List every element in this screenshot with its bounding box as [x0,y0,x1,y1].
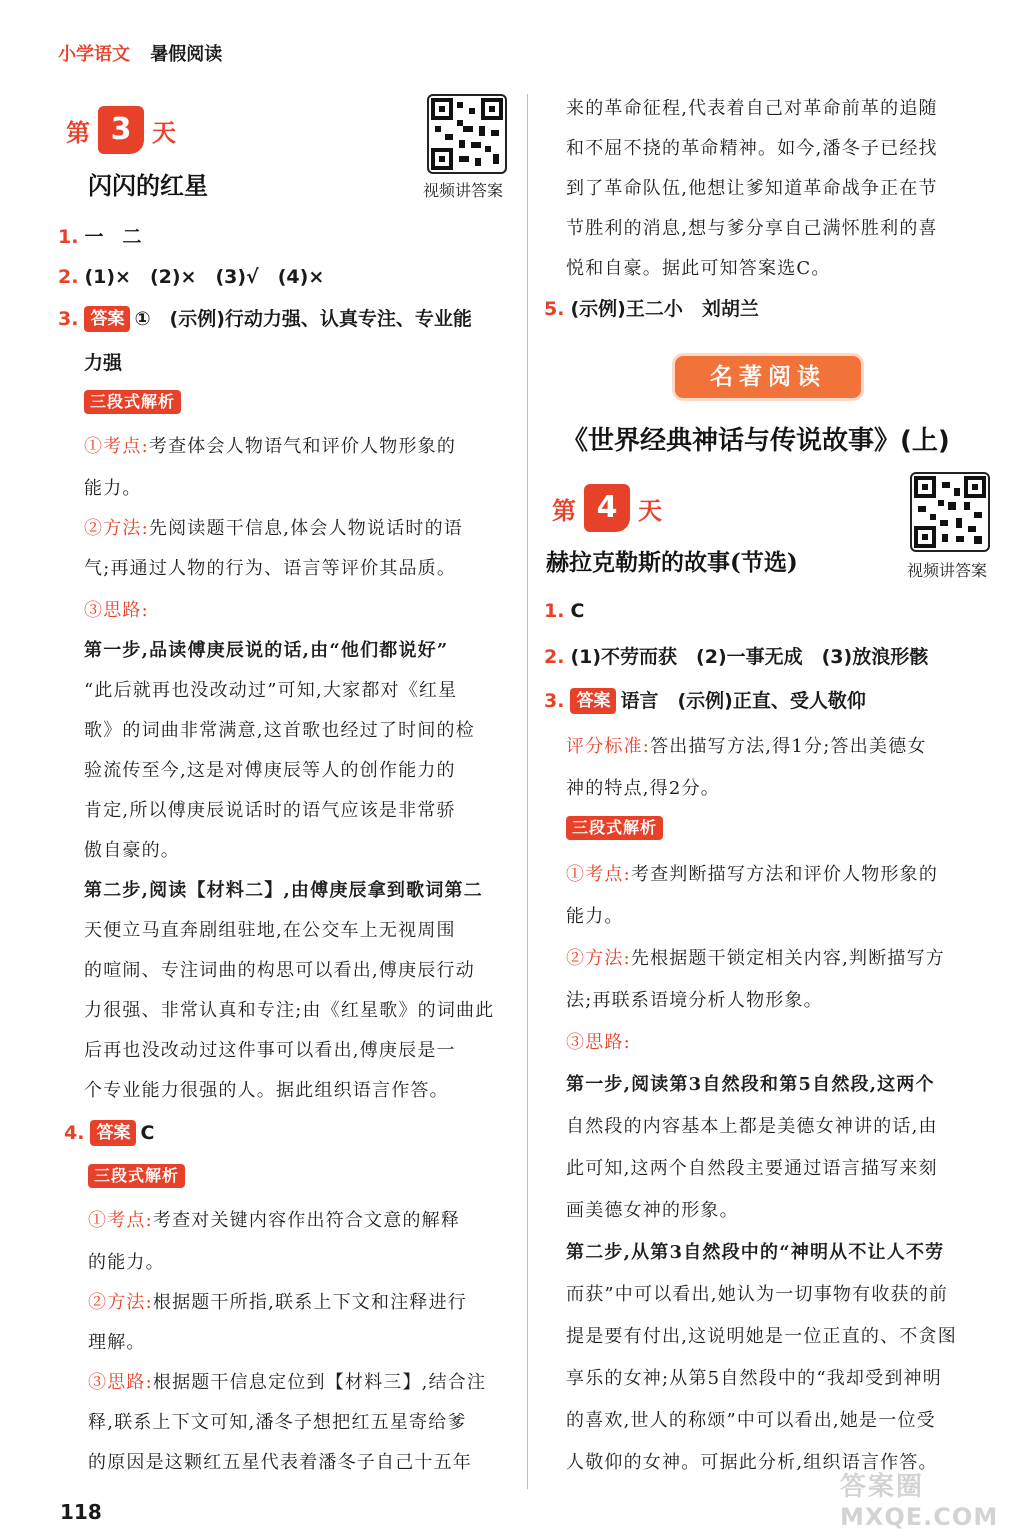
analysis-point: ①考点:考查对关键内容作出符合文意的解释 [88,1210,461,1231]
continued-line: 节胜利的消息,想与爹分享自己满怀胜利的喜 [566,218,938,239]
qr-code[interactable] [910,472,990,552]
step-line: 傲自豪的。 [84,840,180,861]
day-suffix: 天 [152,118,176,147]
analysis-point: ①考点:考查判断描写方法和评价人物形象的 [566,864,939,885]
step-line: 验流传至今,这是对傅庚辰等人的创作能力的 [84,760,456,781]
answer-1: 1. C [544,600,585,622]
classic-reading-banner: 名著阅读 [675,356,861,398]
step-line: 个专业能力很强的人。据此组织语言作答。 [84,1080,449,1101]
page-number: 118 [60,1500,102,1524]
day-badge [66,106,176,154]
analysis-approach: ③思路: [84,600,149,621]
step-line: 的喧闹、专注词曲的构思可以看出,傅庚辰行动 [84,960,475,981]
day-suffix: 天 [638,496,662,525]
answer-1: 1. 一 二 [58,226,142,248]
answer-2: 2. (1)不劳而获 (2)一事无成 (3)放浪形骸 [544,646,929,668]
qr-code-icon [912,474,988,550]
analysis-point: ①考点:考查体会人物语气和评价人物形象的 [84,436,457,457]
step-line: 第一步,阅读第3自然段和第5自然段,这两个 [566,1074,935,1095]
step-line: 提是要有付出,这说明她是一位正直的、不贪图 [566,1326,957,1347]
analysis-line: 气;再通过人物的行为、语言等评价其品质。 [84,558,457,579]
continued-line: 来的革命征程,代表着自己对革命前革的追随 [566,98,938,119]
section-title: 赫拉克勒斯的故事(节选) [546,549,798,576]
analysis-method: ②方法:先阅读题干信息,体会人物说话时的语 [84,518,463,539]
step-line: 后再也没改动过这件事可以看出,傅庚辰是一 [84,1040,456,1061]
answer-3: 3. 答案 语言 (示例)正直、受人敬仰 [544,690,866,712]
step-line: 第二步,阅读【材料二】,由傅庚辰拿到歌词第二 [84,880,483,901]
page-header [58,40,222,66]
answer-tag: 答案 [84,306,130,332]
answer-2: 2. (1)× (2)× (3)√ (4)× [58,266,325,288]
answer-tag: 答案 [90,1120,136,1146]
analysis-tag: 三段式解析 [566,816,663,840]
header-subject: 小学语文 [58,44,130,65]
scoring-criteria: 评分标准:答出描写方法,得1分;答出美德女 [566,736,927,757]
answer-tag: 答案 [570,688,616,714]
analysis-line: 释,联系上下文可知,潘冬子想把红五星寄给爹 [88,1412,467,1433]
analysis-line: 能力。 [84,478,142,499]
answer-4: 4. 答案 C [64,1122,155,1144]
day-badge [552,484,662,532]
step-line: 歌》的词曲非常满意,这首歌也经过了时间的检 [84,720,475,741]
step-line: 人敬仰的女神。可据此分析,组织语言作答。 [566,1452,938,1473]
step-line: 肯定,所以傅庚辰说话时的语气应该是非常骄 [84,800,456,821]
watermark-logo: 答案圈 MXQE.COM [840,1472,999,1531]
step-line: “此后就再也没改动过”可知,大家都对《红星 [84,680,458,701]
analysis-line: 法;再联系语境分析人物形象。 [566,990,823,1011]
analysis-method: ②方法:先根据题干锁定相关内容,判断描写方 [566,948,945,969]
analysis-approach: ③思路:根据题干信息定位到【材料三】,结合注 [88,1372,487,1393]
answer-3-cont: 力强 [84,352,123,374]
analysis-line: 的能力。 [88,1252,165,1273]
analysis-method: ②方法:根据题干所指,联系上下文和注释进行 [88,1292,467,1313]
answer-3: 3. 答案 ① (示例)行动力强、认真专注、专业能 [58,308,472,330]
qr-code-icon [429,96,505,172]
step-line: 力很强、非常认真和专注;由《红星歌》的词曲此 [84,1000,495,1021]
book-title: 《世界经典神话与传说故事》(上) [562,426,950,456]
day-prefix: 第 [552,496,576,525]
analysis-line: 的原因是这颗红五星代表着潘冬子自己十五年 [88,1452,472,1473]
step-line: 第一步,品读傅庚辰说的话,由“他们都说好” [84,640,449,661]
day-prefix: 第 [66,118,90,147]
analysis-line: 能力。 [566,906,624,927]
continued-line: 到了革命队伍,他想让爹知道革命战争正在节 [566,178,938,199]
step-line: 而获”中可以看出,她认为一切事物有收获的前 [566,1284,949,1305]
step-line: 享乐的女神;从第5自然段中的“我却受到神明 [566,1368,942,1389]
step-line: 天便立马直奔剧组驻地,在公交车上无视周围 [84,920,456,941]
step-line: 第二步,从第3自然段中的“神明从不让人不劳 [566,1242,945,1263]
step-line: 画美德女神的形象。 [566,1200,739,1221]
analysis-tag: 三段式解析 [88,1164,185,1188]
analysis-tag: 三段式解析 [84,390,181,414]
day-number: 3 [98,106,144,154]
column-divider [527,94,528,1489]
analysis-approach: ③思路: [566,1032,631,1053]
section-title: 闪闪的红星 [88,171,208,200]
answer-5: 5. (示例)王二小 刘胡兰 [544,298,759,320]
step-line: 的喜欢,世人的称颂”中可以看出,她是一位受 [566,1410,936,1431]
continued-line: 和不屈不挠的革命精神。如今,潘冬子已经找 [566,138,938,159]
step-line: 自然段的内容基本上都是美德女神讲的话,由 [566,1116,938,1137]
qr-caption: 视频讲答案 [907,561,988,580]
qr-caption: 视频讲答案 [423,181,504,200]
continued-line: 悦和自豪。据此可知答案选C。 [566,258,831,279]
day-number: 4 [584,484,630,532]
scoring-line: 神的特点,得2分。 [566,778,720,799]
header-book: 暑假阅读 [150,44,223,65]
qr-code[interactable] [427,94,507,174]
step-line: 此可知,这两个自然段主要通过语言描写来刻 [566,1158,938,1179]
analysis-line: 理解。 [88,1332,146,1353]
